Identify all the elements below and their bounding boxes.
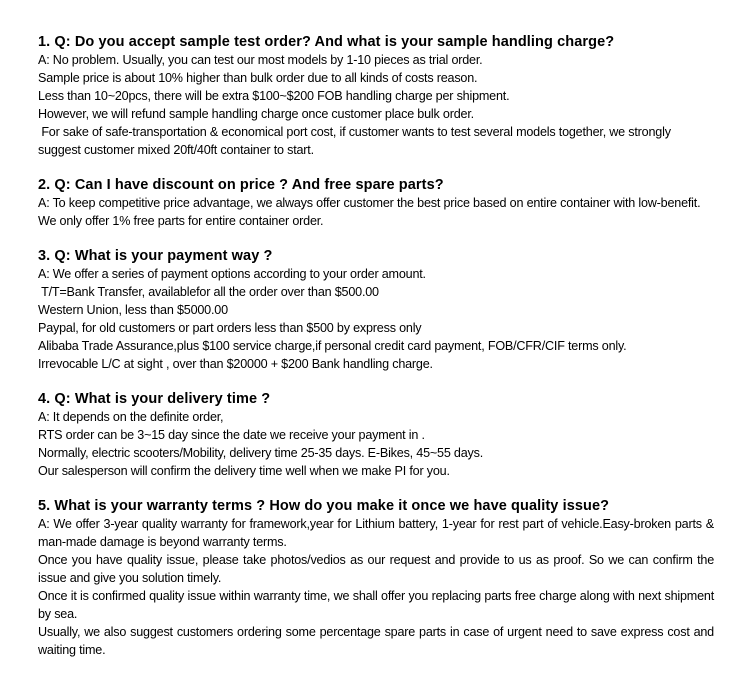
faq-section-sample-order — [38, 33, 714, 159]
faq-section-discount — [38, 176, 714, 230]
faq-answer-line: Once it is confirmed quality issue within warranty time, we shall offer you replacing parts free charge along with next shipment by sea. — [38, 589, 714, 621]
faq-answer-line: However, we will refund sample handling charge once customer place bulk order. — [38, 107, 474, 121]
faq-answer-line: Sample price is about 10% higher than bulk order due to all kinds of costs reason. — [38, 71, 478, 85]
faq-section-warranty — [38, 497, 714, 659]
faq-answer-line: Irrevocable L/C at sight , over than $20000 + $200 Bank handling charge. — [38, 357, 433, 371]
faq-answer-line: Normally, electric scooters/Mobility, delivery time 25-35 days. E-Bikes, 45~55 days. — [38, 446, 484, 460]
faq-answer-line: Paypal, for old customers or part orders less than $500 by express only — [38, 321, 422, 335]
faq-answer-line: Western Union, less than $5000.00 — [38, 303, 228, 317]
faq-answer-line: A: To keep competitive price advantage, we always offer customer the best price based on entire container with low-benefit. We only offer 1% free parts for entire container order. — [38, 196, 701, 228]
faq-answer-line: T/T=Bank Transfer, availablefor all the order over than $500.00 — [38, 285, 379, 299]
faq-answer-line: RTS order can be 3~15 day since the date we receive your payment in . — [38, 428, 425, 442]
faq-section-payment — [38, 247, 714, 373]
faq-answer-line: Alibaba Trade Assurance,plus $100 service charge,if personal credit card payment, FOB/CFR/CIF terms only. — [38, 339, 627, 353]
faq-question: 2. Q: Can I have discount on price ? And free spare parts? — [38, 177, 444, 193]
faq-answer-line: A: It depends on the definite order, — [38, 410, 224, 424]
faq-question: 3. Q: What is your payment way ? — [38, 248, 273, 264]
faq-answer-line: A: We offer a series of payment options according to your order amount. — [38, 267, 426, 281]
faq-answer-line: Less than 10~20pcs, there will be extra $100~$200 FOB handling charge per shipment. — [38, 89, 510, 103]
faq-question: 5. What is your warranty terms ? How do you make it once we have quality issue? — [38, 498, 610, 514]
faq-answer-line: Once you have quality issue, please take photos/vedios as our request and provide to us as proof. So we can confirm the issue and give you solution timely. — [38, 553, 714, 585]
faq-section-delivery — [38, 390, 714, 480]
faq-question: 4. Q: What is your delivery time ? — [38, 391, 271, 407]
faq-question: 1. Q: Do you accept sample test order? And what is your sample handling charge? — [38, 34, 615, 50]
faq-answer-line: A: We offer 3-year quality warranty for framework,year for Lithium battery, 1-year for rest part of vehicle.Easy-broken parts & man-made damage is beyond warranty terms. — [38, 517, 714, 549]
faq-document — [38, 33, 714, 676]
faq-answer-line: For sake of safe-transportation & economical port cost, if customer wants to test several models together, we strongly suggest customer mixed 20ft/40ft container to start. — [38, 125, 675, 157]
faq-answer-line: Our salesperson will confirm the delivery time well when we make PI for you. — [38, 464, 450, 478]
faq-answer-line: A: No problem. Usually, you can test our most models by 1-10 pieces as trial order. — [38, 53, 483, 67]
faq-answer-line: Usually, we also suggest customers ordering some percentage spare parts in case of urgent need to save express cost and waiting time. — [38, 625, 714, 657]
